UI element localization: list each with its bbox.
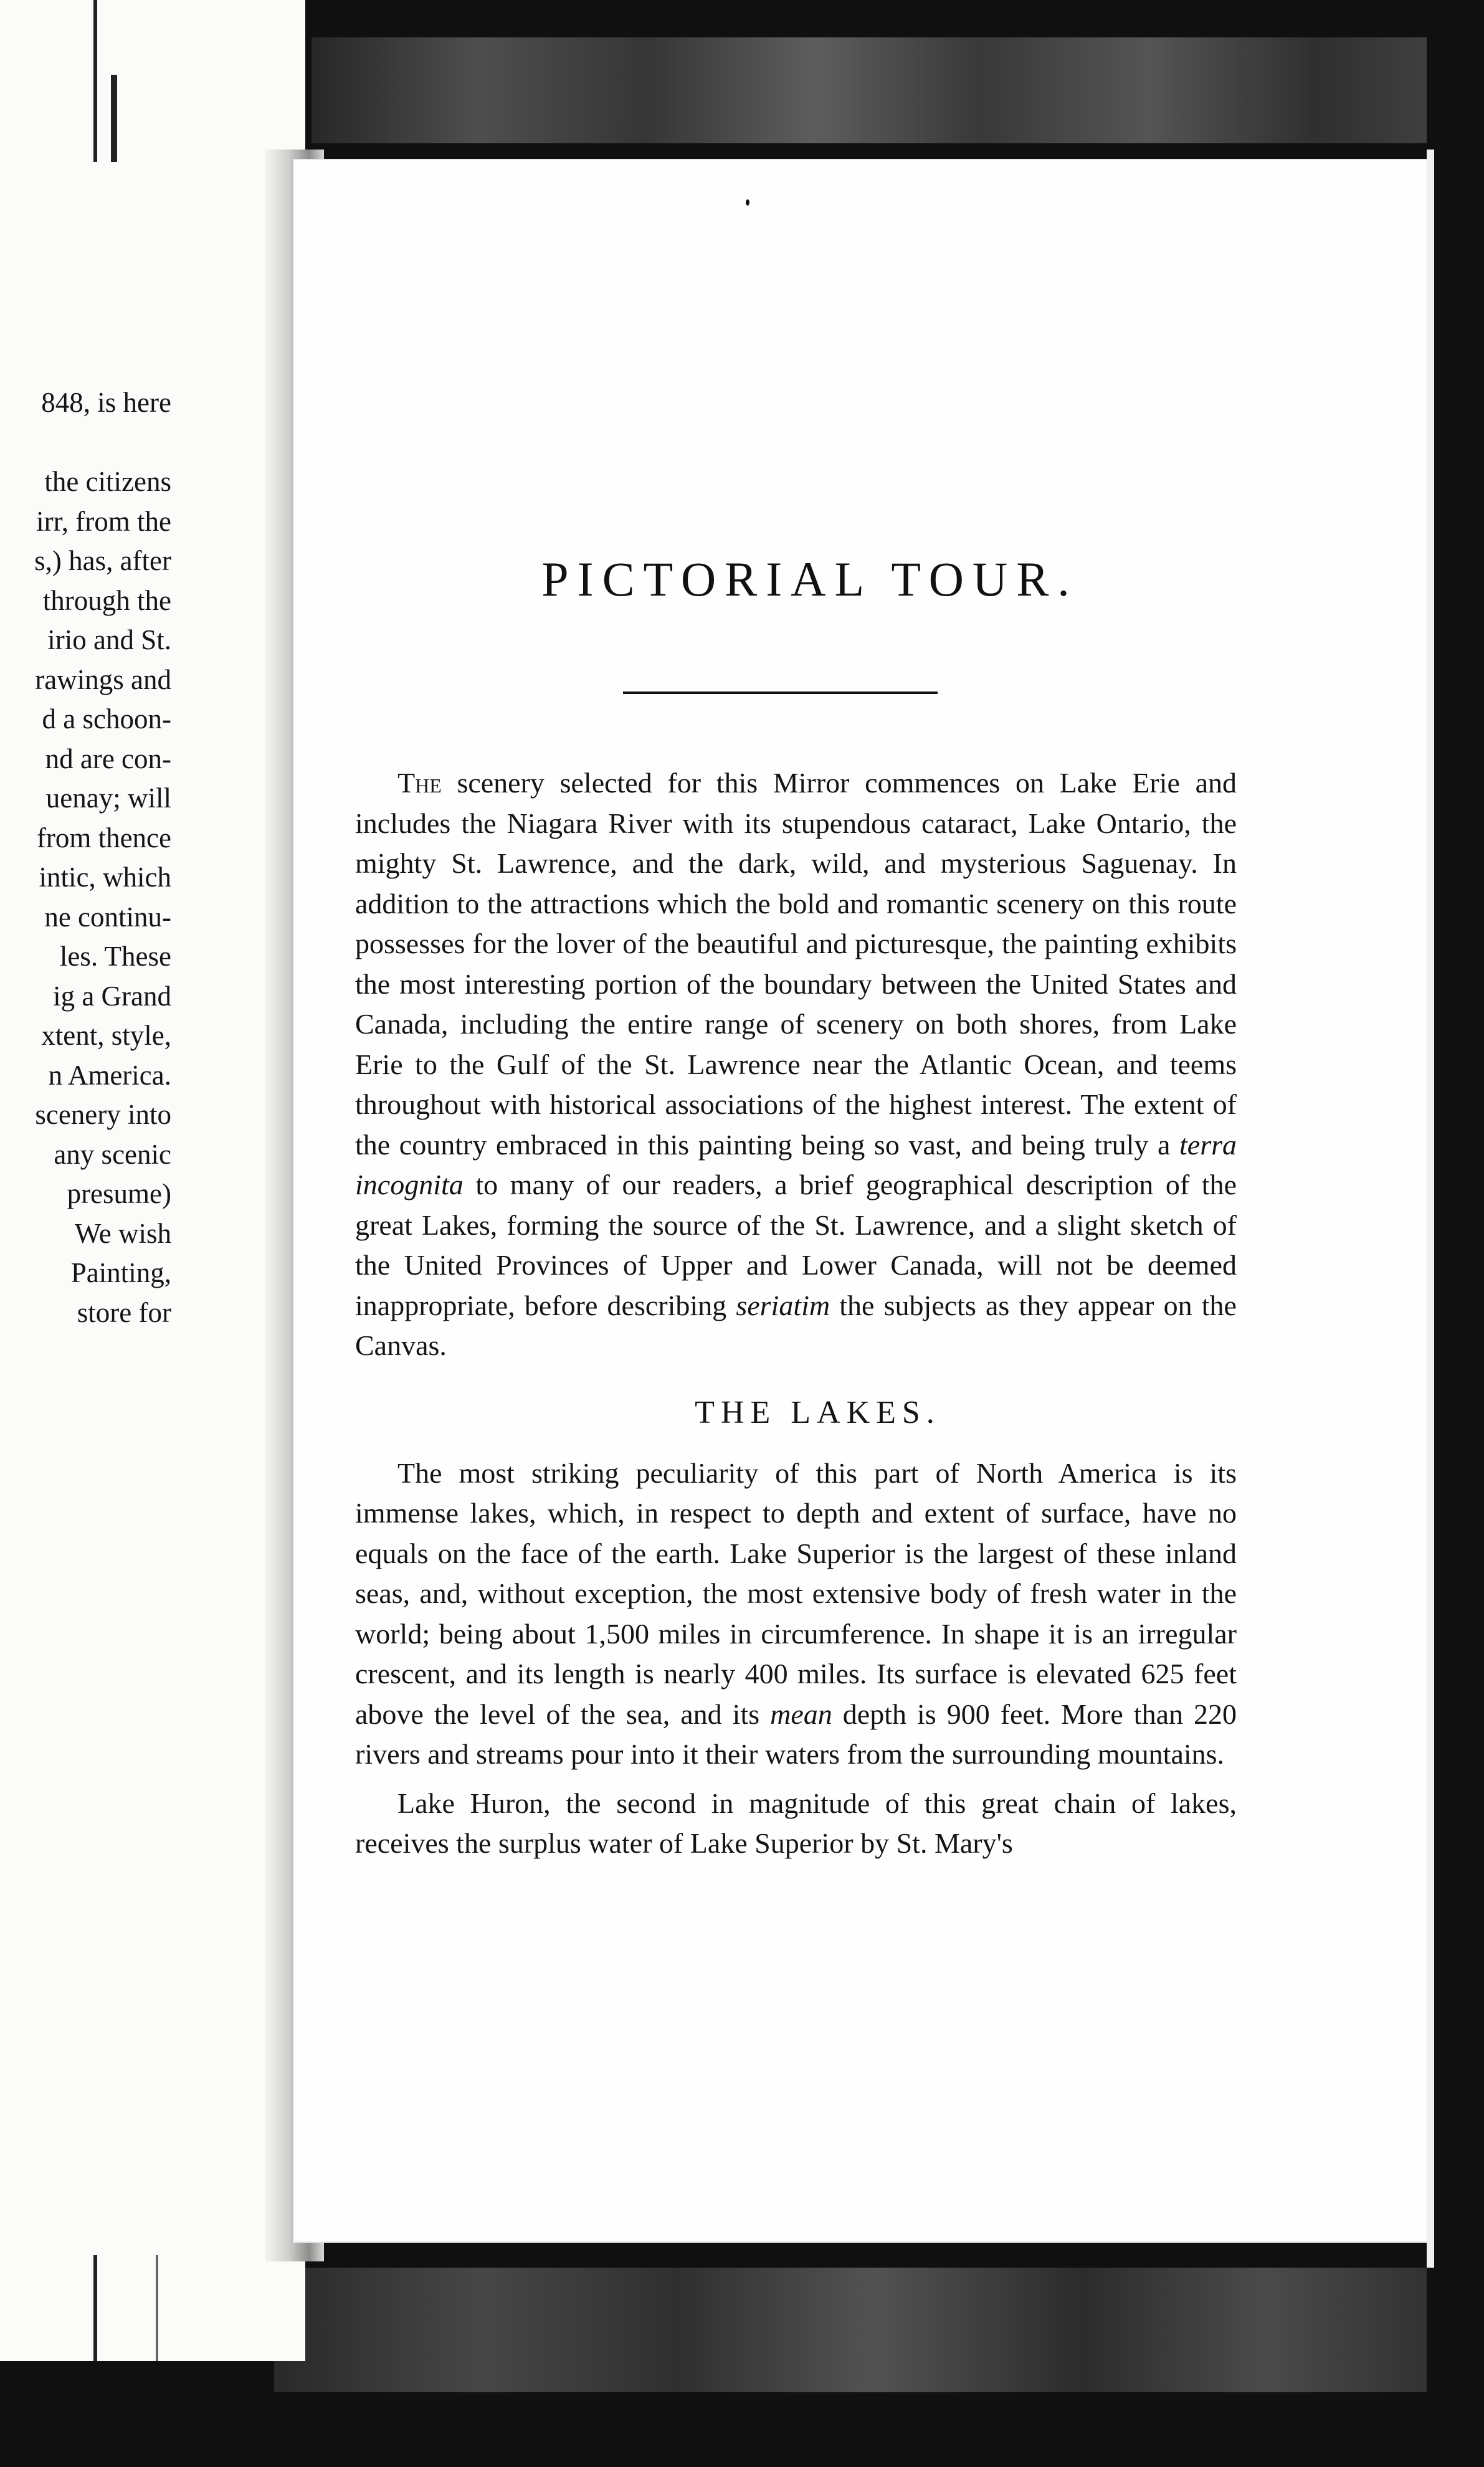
left-facing-page — [0, 0, 305, 2361]
left-page-line: the citizens — [44, 466, 171, 497]
left-page-text — [0, 383, 171, 1333]
left-page-line: any scenic — [54, 1138, 171, 1170]
left-page-line: scenery into — [35, 1099, 171, 1130]
lakes-italic: mean — [770, 1698, 832, 1730]
left-page-line: d a schoon- — [42, 703, 171, 734]
section-heading: THE LAKES. — [695, 1394, 941, 1430]
left-page-line: ig a Grand — [53, 980, 171, 1012]
gutter-mark — [93, 0, 97, 162]
page-title: PICTORIAL TOUR. — [541, 552, 1078, 606]
left-page-line: nd are con- — [45, 743, 171, 774]
huron-paragraph — [355, 1784, 1237, 1864]
intro-italic-1: terra incognita — [355, 1128, 1237, 1200]
left-page-line: rawings and — [35, 663, 171, 695]
ink-fleck — [746, 199, 749, 206]
intro-paragraph — [355, 763, 1237, 1366]
gutter-mark — [156, 2255, 158, 2361]
intro-text-2: to many of our readers, a brief geographical description of the great Lakes, forming the source of the St. Lawrence, and a slight sketch of the United Provinces of Upper and Lower Canada, will not be deemed inappropriate, before describing — [355, 1169, 1237, 1321]
left-page-line: We wish — [74, 1217, 171, 1249]
left-page-line: 848, is here — [41, 387, 171, 418]
left-page-line: store for — [77, 1296, 171, 1328]
left-page-line: presume) — [67, 1178, 171, 1209]
scanner-backdrop-bottom — [274, 2268, 1427, 2392]
intro-text-1: scenery selected for this Mirror commences on Lake Erie and includes the Niagara River with its stupendous cataract, Lake Ontario, the mighty St. Lawrence, and the dark, wild, and mysterious Saguenay. In addition to the attractions which the bold and romantic scenery on this route possesses for the lover of the beautiful and picturesque, the painting exhibits the most interesting portion of the boundary between the United States and Canada, including the entire range of scenery on both shores, from Lake Erie to the Gulf of the St. Lawrence near the Atlantic Ocean, and teems throughout with historical associations of the highest interest. The extent of the country embraced in this painting being so vast, and being truly a — [355, 767, 1237, 1161]
left-page-line: uenay; will — [45, 782, 171, 814]
left-page-line: xtent, style, — [41, 1020, 171, 1051]
drop-lead: The — [397, 767, 442, 799]
left-page-line: irio and St. — [47, 624, 171, 655]
left-page-line: s,) has, after — [34, 545, 171, 576]
intro-italic-2: seriatim — [736, 1289, 830, 1321]
page-edge — [1427, 150, 1434, 2268]
left-page-line: les. These — [59, 941, 171, 972]
left-page-line — [0, 423, 171, 463]
lakes-text-1: The most striking peculiarity of this part of North America is its immense lakes, which, in respect to depth and extent of surface, have no equals on the face of the earth. Lake Superior is the largest of these inland seas, and, without exception, the most extensive body of fresh water in the world; being about 1,500 miles in circumference. In shape it is an irregular crescent, and its length is nearly 400 miles. Its surface is elevated 625 feet above the level of the sea, and its — [355, 1457, 1237, 1730]
scanner-backdrop-top — [312, 37, 1427, 143]
left-page-line: Painting, — [70, 1257, 171, 1288]
left-page-line: n America. — [48, 1059, 171, 1091]
gutter-mark — [93, 2255, 97, 2361]
intro-text-3: the subjects as they appear on the Canvas. — [355, 1289, 1237, 1361]
title-rule — [623, 692, 938, 694]
lakes-paragraph — [355, 1453, 1237, 1775]
lakes-text-2: depth is 900 feet. More than 220 rivers and streams pour into it their waters from the surrounding mountains. — [355, 1698, 1237, 1770]
page-body — [355, 763, 1237, 1864]
huron-text: Lake Huron, the second in magnitude of this great chain of lakes, receives the surplus water of Lake Superior by St. Mary's — [355, 1787, 1237, 1859]
left-page-line: ne continu- — [44, 901, 171, 933]
left-page-line: through the — [42, 584, 171, 616]
gutter-mark — [111, 75, 117, 162]
left-page-line: intic, which — [39, 862, 171, 893]
left-page-line: from thence — [36, 822, 171, 853]
left-page-line: irr, from the — [36, 505, 171, 537]
